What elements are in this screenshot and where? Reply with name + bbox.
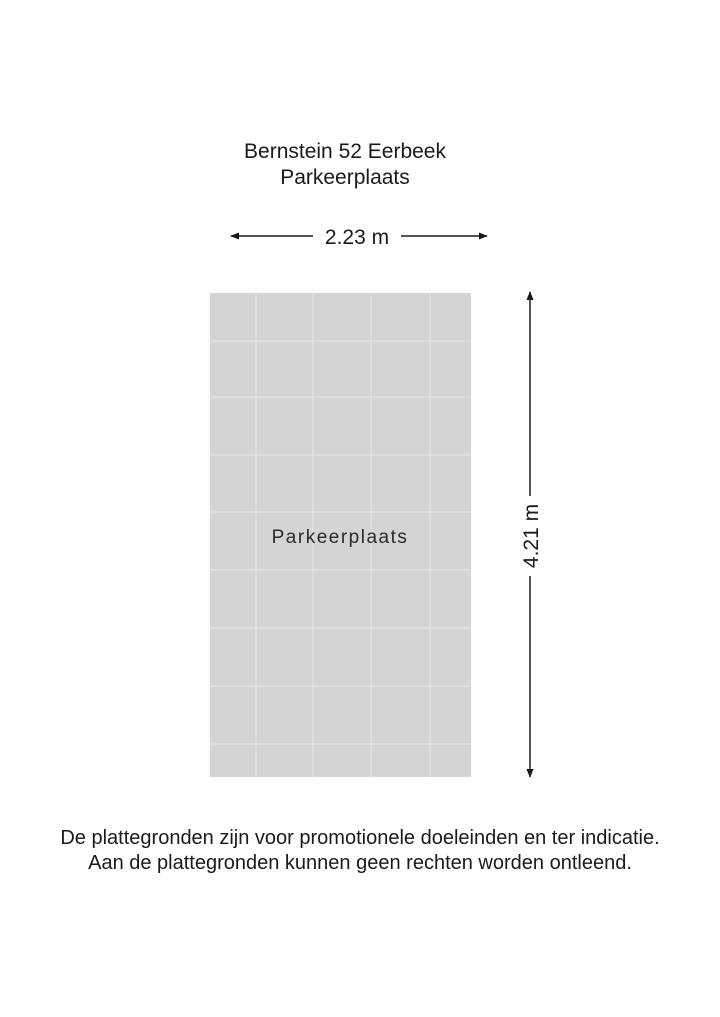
room-label: Parkeerplaats — [271, 527, 409, 548]
depth-dimension-label: 4.21 m — [520, 503, 543, 569]
parking-space-room — [210, 293, 471, 777]
disclaimer-line-1: De plattegronden zijn voor promotionele doeleinden en ter indicatie. — [60, 827, 660, 849]
disclaimer-line-2: Aan de plattegronden kunnen geen rechten worden ontleend. — [88, 852, 632, 874]
depth-dimension — [520, 292, 543, 777]
width-dimension — [231, 226, 487, 249]
plan-room-type-title: Parkeerplaats — [280, 166, 410, 189]
width-dimension-label: 2.23 m — [324, 226, 390, 249]
plan-address-title: Bernstein 52 Eerbeek — [244, 140, 446, 163]
